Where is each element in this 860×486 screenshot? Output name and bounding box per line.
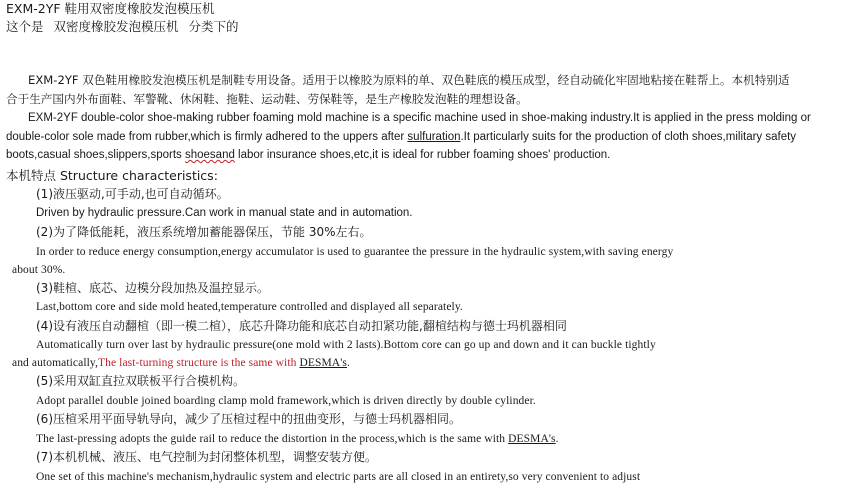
item-1-cn: (1)液压驱动,可手动,也可自动循环。	[36, 187, 229, 201]
item-3-cn: (3)鞋楦、底芯、边模分段加热及温控显示。	[36, 281, 269, 295]
item-4-en-1: Automatically turn over last by hydraulic pressure(one mold with 2 lasts).Bottom core can go up and down and it can buckle tightly	[36, 339, 656, 351]
category-link[interactable]: 双密度橡胶发泡模压机	[53, 19, 179, 34]
structure-heading: 本机特点 Structure characteristics:	[6, 168, 218, 183]
page-title: EXM-2YF 鞋用双密度橡胶发泡模压机	[6, 1, 215, 16]
item-2-cn: (2)为了降低能耗，液压系统增加蓄能器保压，节能 30%左右。	[36, 225, 372, 239]
intro-en-3c: labor insurance shoes,etc,it is ideal for rubber foaming shoes' production.	[234, 149, 611, 161]
item-6-en-end: .	[555, 433, 559, 445]
item-5-cn: (5)采用双缸直拉双联板平行合模机构。	[36, 374, 245, 388]
intro-cn-line-1: EXM-2YF 双色鞋用橡胶发泡模压机是制鞋专用设备。适用于以橡胶为原料的单、双色鞋底的模压成型，经自动硫化牢固地粘接在鞋帮上。本机特别适	[28, 73, 790, 87]
item-4-en-red: The last-turning structure is the same with	[98, 357, 300, 369]
item-6-en-desma: DESMA's	[508, 433, 556, 445]
item-5-en: Adopt parallel double joined boarding clamp mold framework,which is driven directly by double cylinder.	[36, 395, 536, 407]
intro-cn-line-2: 合于生产国内外布面鞋、军警靴、休闲鞋、拖鞋、运动鞋、劳保鞋等，是生产橡胶发泡鞋的理想设备。	[6, 92, 528, 106]
category-prefix: 这个是	[6, 19, 44, 34]
item-4-en-desma: DESMA's	[299, 357, 347, 369]
intro-en-shoesand: shoesand	[184, 149, 235, 161]
item-4-en-end: .	[346, 357, 350, 369]
category-suffix: 分类下的	[188, 19, 239, 34]
item-7-en: One set of this machine's mechanism,hydraulic system and electric parts are all closed in an entirety,so very convenient to adjust	[36, 471, 641, 483]
intro-en-3a: boots,casual shoes,slippers,sports	[6, 149, 185, 161]
item-6-en-a: The last-pressing adopts the guide rail to reduce the distortion in the process,which is the same with	[36, 433, 509, 445]
item-4-en-2a: and automatically,	[12, 357, 98, 369]
intro-en-2a: double-color sole made from rubber,which is firmly adhered to the uppers after	[6, 131, 408, 143]
intro-en-sulfuration: sulfuration	[407, 131, 461, 143]
item-6-en	[36, 432, 559, 447]
item-7-cn: (7)本机机械、液压、电气控制为封闭整体机型，调整安装方便。	[36, 450, 378, 464]
item-4-en-2	[12, 356, 350, 371]
item-2-en-2: about 30%.	[12, 264, 66, 276]
item-1-en: Driven by hydraulic pressure.Can work in manual state and in automation.	[36, 207, 413, 219]
intro-en-line-3	[6, 148, 610, 163]
intro-en-line-2	[6, 130, 796, 145]
item-3-en: Last,bottom core and side mold heated,temperature controlled and displayed all separately.	[36, 301, 463, 313]
item-6-cn: (6)压楦采用平面导轨导向，减少了压楦过程中的扭曲变形，与德士玛机器相同。	[36, 412, 462, 426]
item-4-cn: (4)设有液压自动翻楦（即一模二楦），底芯升降功能和底芯自动扣紧功能,翻楦结构与德士玛机器相同	[36, 319, 567, 333]
intro-en-2c: .It particularly suits for the production of cloth shoes,military safety	[460, 131, 797, 143]
item-2-en-1: In order to reduce energy consumption,energy accumulator is used to guarantee the pressure in the hydraulic system,with saving energy	[36, 246, 674, 258]
category-line	[6, 19, 239, 34]
intro-en-line-1: EXM-2YF double-color shoe-making rubber foaming mold machine is a specific machine used in shoe-making industry.It is applied in the press molding or	[28, 112, 811, 124]
